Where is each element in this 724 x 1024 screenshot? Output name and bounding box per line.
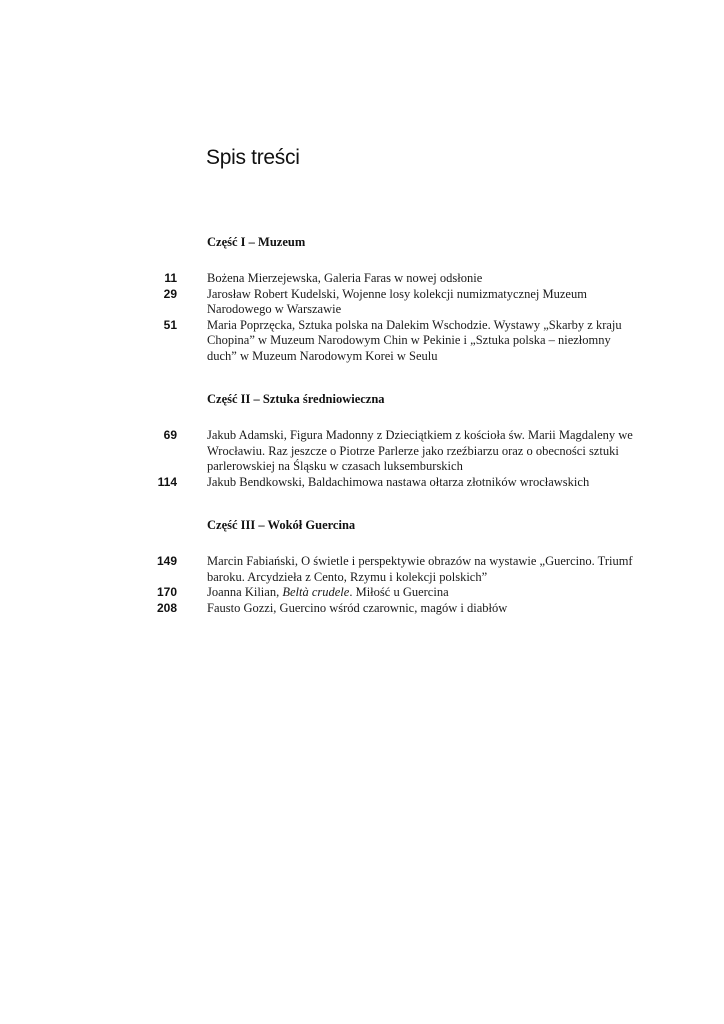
entry-text: Marcin Fabiański, O świetle i perspektywie obrazów na wystawie „Guercino. Triumf baroku. Arcydzieła z Cento, Rzymu i kolekcji polskich” xyxy=(207,554,633,584)
toc-entry xyxy=(0,475,724,491)
entry-text: Fausto Gozzi, Guercino wśród czarownic, magów i diabłów xyxy=(207,600,508,615)
entry-text: Jakub Adamski, Figura Madonny z Dzieciątkiem z kościoła św. Marii Magdaleny we Wrocławiu. Raz jeszcze o Piotrze Parlerze jako rzeźbiarzu oraz o obecności sztuki parlerowskiej na Śląsku w czasach luksemburskich xyxy=(207,428,633,473)
entry-text-rest: . Miłość u Guercina xyxy=(349,585,449,599)
entry-text: Jarosław Robert Kudelski, Wojenne losy kolekcji numizmatycznej Muzeum Narodowego w Warszawie xyxy=(207,286,587,316)
page-number: 69 xyxy=(163,428,177,442)
entry-text xyxy=(207,585,637,601)
page-title: Spis treści xyxy=(206,146,300,169)
page-number: 29 xyxy=(163,286,177,301)
page-number: 114 xyxy=(157,474,177,489)
toc-entry xyxy=(0,287,724,318)
table-of-contents xyxy=(0,234,724,643)
page-number: 149 xyxy=(156,554,177,568)
page-number: 51 xyxy=(163,317,177,332)
entry-text-italic-title: Beltà crudele xyxy=(282,585,350,599)
entry-text-author: Joanna Kilian, xyxy=(207,585,283,599)
toc-entry xyxy=(0,271,724,287)
entry-text: Bożena Mierzejewska, Galeria Faras w nowej odsłonie xyxy=(207,271,483,285)
part-heading: Część II – Sztuka średniowieczna xyxy=(207,392,385,406)
toc-entry xyxy=(0,428,724,475)
page-number: 11 xyxy=(164,271,177,285)
part-heading: Część III – Wokół Guercina xyxy=(207,518,356,532)
toc-entry xyxy=(0,554,724,585)
entry-text: Jakub Bendkowski, Baldachimowa nastawa ołtarza złotników wrocławskich xyxy=(207,474,590,489)
toc-entry xyxy=(0,585,724,601)
part-heading: Część I – Muzeum xyxy=(207,235,306,249)
page-number: 208 xyxy=(156,600,177,615)
toc-part-2 xyxy=(0,391,724,490)
toc-entry xyxy=(0,601,724,617)
page-number: 170 xyxy=(156,585,177,599)
toc-part-3 xyxy=(0,517,724,616)
toc-entry xyxy=(0,318,724,365)
toc-part-1 xyxy=(0,234,724,364)
entry-text: Maria Poprzęcka, Sztuka polska na Dalekim Wschodzie. Wystawy „Skarby z kraju Chopina” w Muzeum Narodowym Chin w Pekinie i „Sztuka polska – niezłomny duch” w Muzeum Narodowym Korei w Seulu xyxy=(207,317,622,363)
